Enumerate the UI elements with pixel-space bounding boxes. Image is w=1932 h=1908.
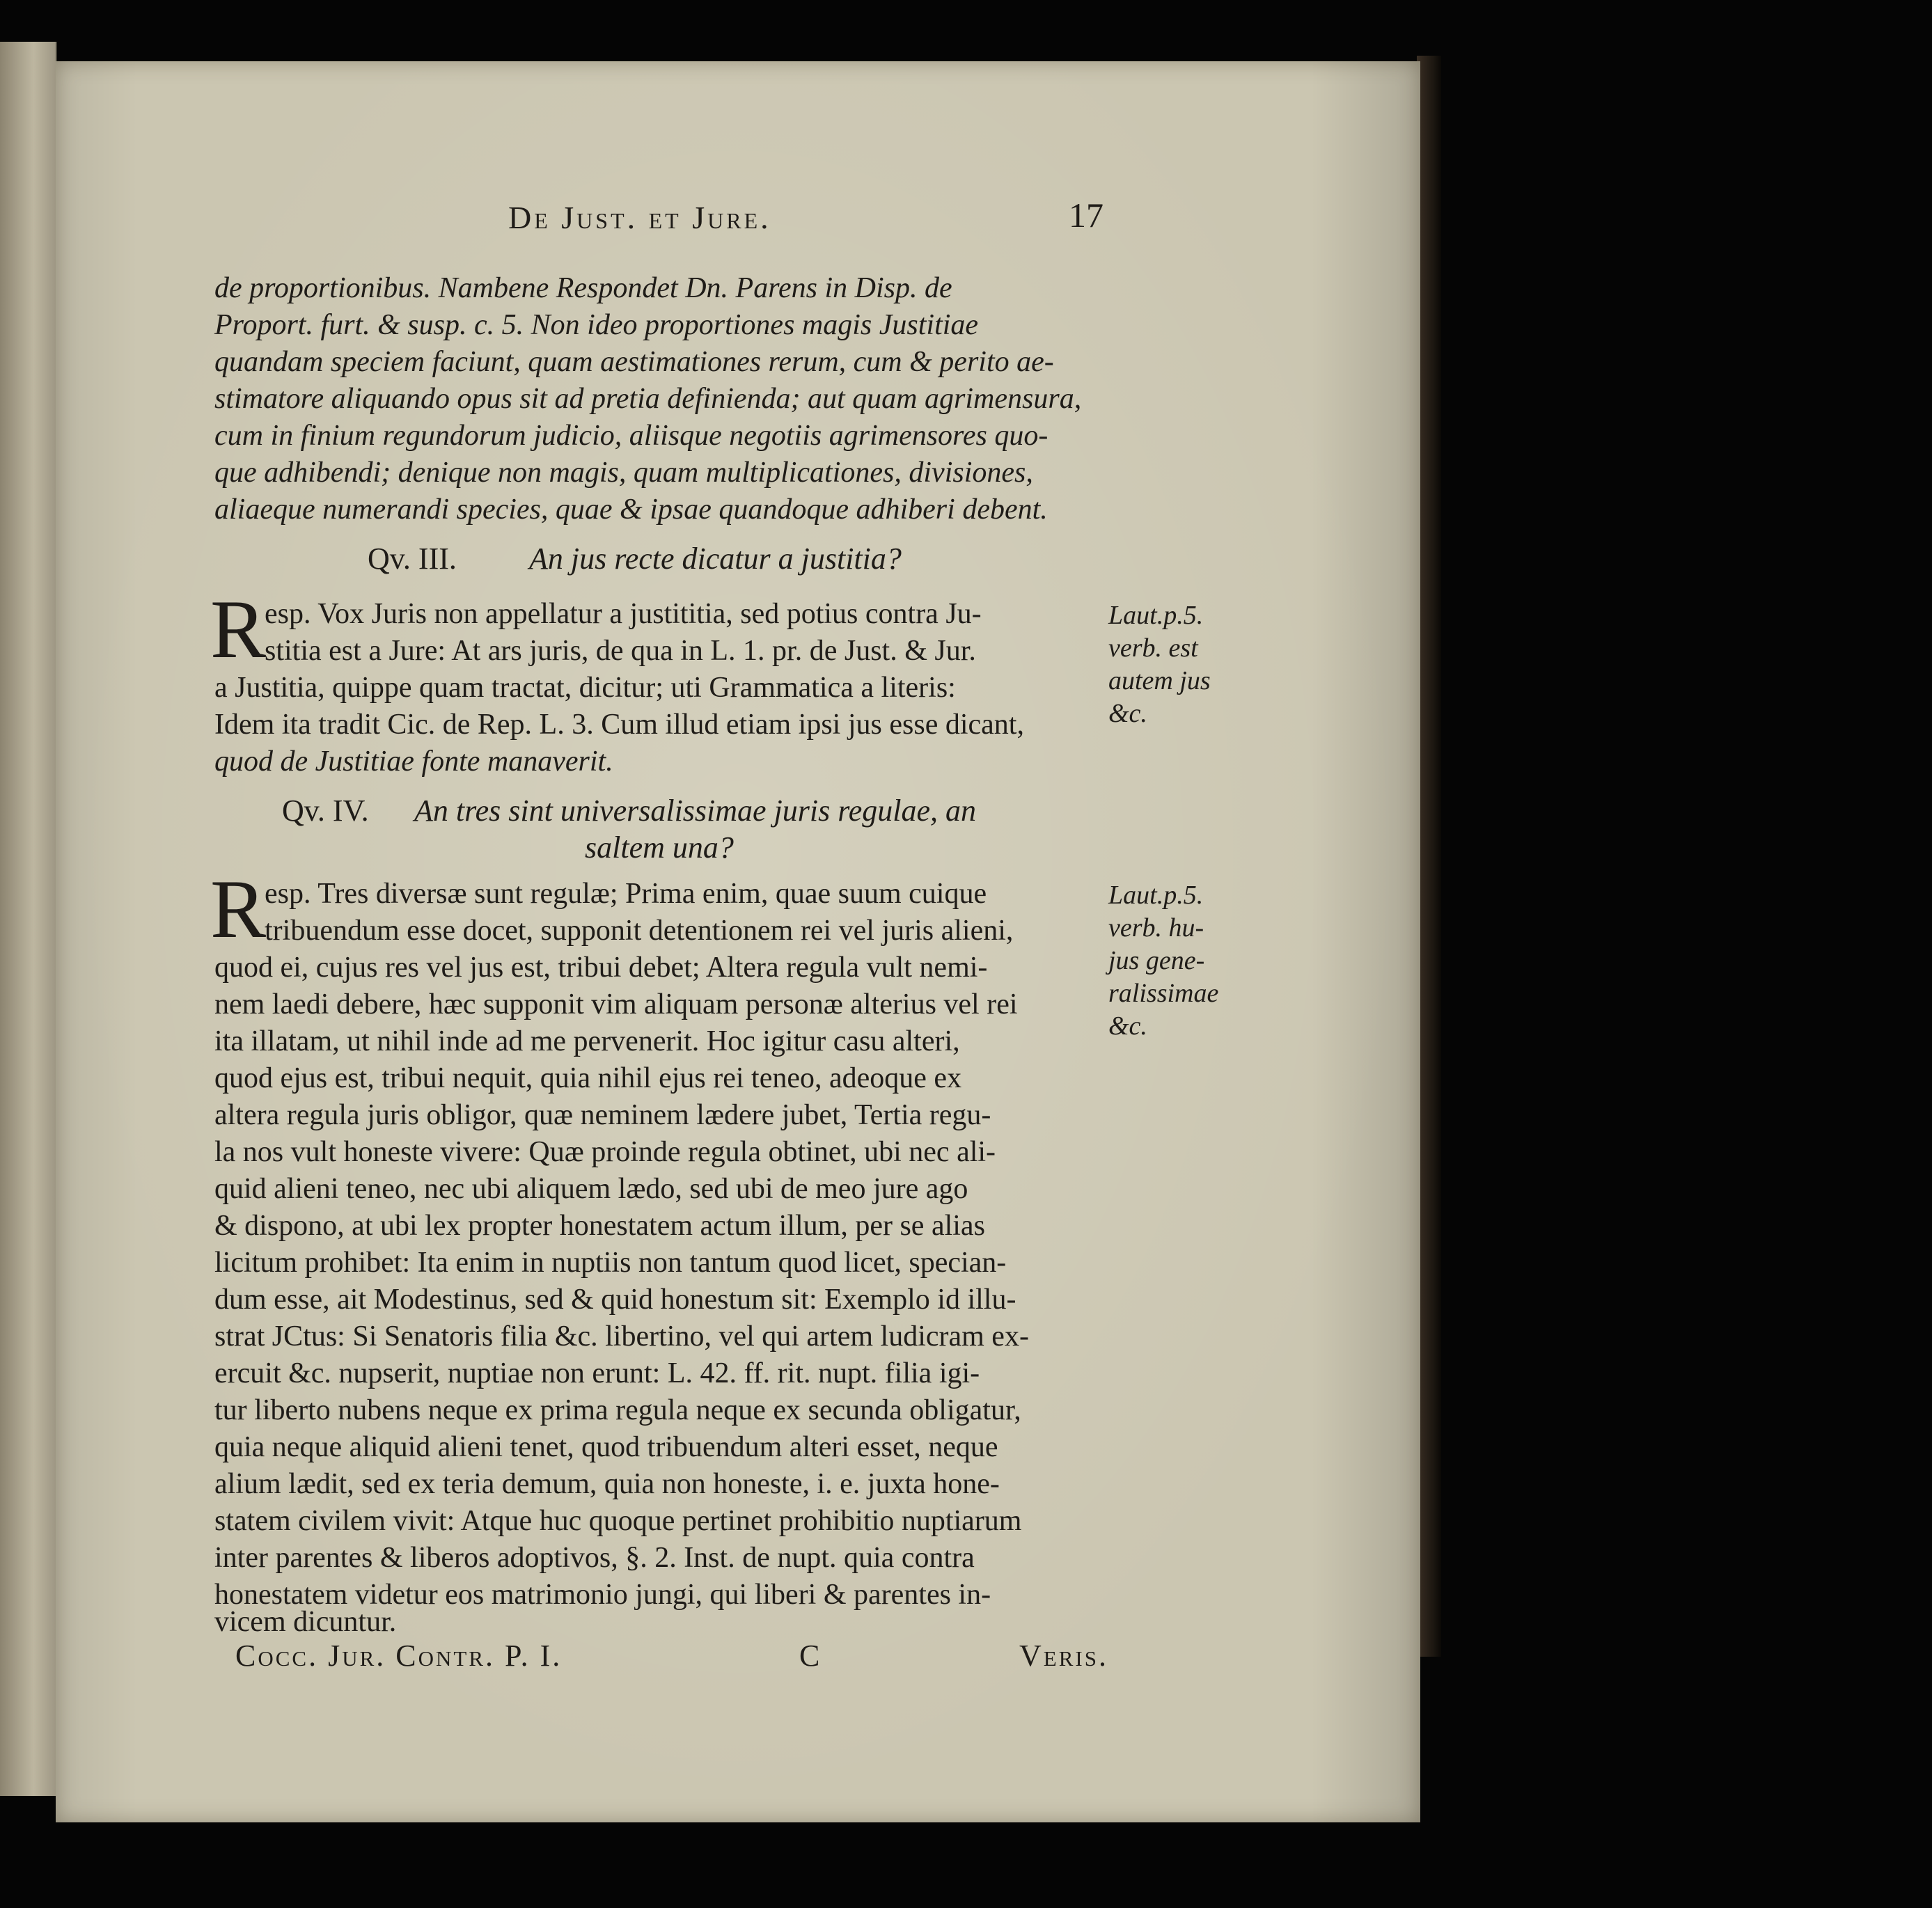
text-line: ercuit &c. nupserit, nuptiae non erunt: L. 42. ff. rit. nupt. filia igi- <box>214 1357 980 1389</box>
question-label: Qv. IV. <box>282 794 369 828</box>
question-heading: An jus recte dicatur a justitia? <box>529 542 902 576</box>
text-line: statem civilem vivit: Atque huc quoque pertinet prohibitio nuptiarum <box>214 1505 1022 1537</box>
text-line: quod de Justitiae fonte manaverit. <box>214 746 613 778</box>
margin-note-line: Laut.p.5. <box>1108 601 1204 630</box>
margin-note-line: jus gene- <box>1108 946 1205 975</box>
margin-note-line: verb. est <box>1108 633 1198 663</box>
text-line: nem laedi debere, hæc supponit vim aliquam personæ alterius vel rei <box>214 988 1018 1020</box>
text-line: dum esse, ait Modestinus, sed & quid honestum sit: Exemplo id illu- <box>214 1284 1016 1316</box>
question-heading: An tres sint universalissimae juris regulae, an <box>414 794 977 828</box>
text-line: quia neque aliquid alieni tenet, quod tribuendum alteri esset, neque <box>214 1431 998 1463</box>
text-line: a Justitia, quippe quam tractat, dicitur; uti Grammatica a literis: <box>214 672 956 704</box>
text-line: quid alieni teneo, nec ubi aliquem lædo, sed ubi de meo jure ago <box>214 1173 968 1205</box>
text-line: & dispono, at ubi lex propter honestatem actum illum, per se alias <box>214 1210 985 1242</box>
text-line: licitum prohibet: Ita enim in nuptiis non tantum quod licet, specian- <box>214 1247 1007 1279</box>
signature-line: Cocc. Jur. Contr. P. I. <box>235 1639 563 1673</box>
text-line: que adhibendi; denique non magis, quam multiplicationes, divisiones, <box>214 457 1033 489</box>
text-line: esp. Tres diversæ sunt regulæ; Prima enim, quae suum cuique <box>265 878 987 910</box>
text-line: Proport. furt. & susp. c. 5. Non ideo proportiones magis Justitiae <box>214 309 979 341</box>
text-line: tribuendum esse docet, supponit detentionem rei vel juris alieni, <box>265 915 1014 947</box>
text-line: cum in finium regundorum judicio, aliisque negotiis agrimensores quo- <box>214 420 1049 452</box>
text-line: la nos vult honeste vivere: Quæ proinde regula obtinet, ubi nec ali- <box>214 1136 996 1168</box>
margin-note-line: autem jus <box>1108 666 1211 695</box>
text-line: alium lædit, sed ex teria demum, quia non honeste, i. e. juxta hone- <box>214 1468 1000 1500</box>
question-label: Qv. III. <box>368 542 457 576</box>
text-line: de proportionibus. Nambene Respondet Dn. Parens in Disp. de <box>214 272 952 304</box>
margin-note-line: &c. <box>1108 1011 1147 1041</box>
text-line: quandam speciem faciunt, quam aestimationes rerum, cum & perito ae- <box>214 346 1054 378</box>
text-line: vicem dicuntur. <box>214 1606 397 1638</box>
margin-note-line: Laut.p.5. <box>1108 881 1204 910</box>
text-line: inter parentes & liberos adoptivos, §. 2. Inst. de nupt. quia contra <box>214 1542 975 1574</box>
text-line: esp. Vox Juris non appellatur a justititia, sed potius contra Ju- <box>265 598 982 630</box>
book-page <box>56 61 1420 1822</box>
facing-page-edge <box>0 42 57 1796</box>
text-line: honestatem videtur eos matrimonio jungi, qui liberi & parentes in- <box>214 1579 991 1611</box>
book-spine-edge <box>1417 56 1441 1657</box>
drop-cap: R <box>210 583 267 675</box>
text-line: stitia est a Jure: At ars juris, de qua in L. 1. pr. de Just. & Jur. <box>265 635 976 667</box>
catchword: Veris. <box>1019 1639 1108 1673</box>
text-line: ita illatam, ut nihil inde ad me pervenerit. Hoc igitur casu alteri, <box>214 1025 960 1057</box>
margin-note-line: ralissimae <box>1108 979 1219 1008</box>
signature-mark: C <box>799 1639 822 1673</box>
text-line: tur liberto nubens neque ex prima regula neque ex secunda obligatur, <box>214 1394 1021 1426</box>
text-line: strat JCtus: Si Senatoris filia &c. libertino, vel qui artem ludicram ex- <box>214 1320 1029 1353</box>
page-number: 17 <box>1069 196 1104 235</box>
margin-note-line: &c. <box>1108 699 1147 728</box>
running-header: De Just. et Jure. <box>508 200 771 235</box>
margin-note-line: verb. hu- <box>1108 913 1204 943</box>
text-line: aliaeque numerandi species, quae & ipsae quandoque adhiberi debent. <box>214 494 1048 526</box>
text-line: stimatore aliquando opus sit ad pretia definienda; aut quam agrimensura, <box>214 383 1082 415</box>
question-heading: saltem una? <box>585 830 734 865</box>
text-line: Idem ita tradit Cic. de Rep. L. 3. Cum illud etiam ipsi jus esse dicant, <box>214 709 1024 741</box>
drop-cap: R <box>210 862 267 955</box>
text-line: quod ei, cujus res vel jus est, tribui debet; Altera regula vult nemi- <box>214 952 988 984</box>
text-line: altera regula juris obligor, quæ neminem lædere jubet, Tertia regu- <box>214 1099 991 1131</box>
text-line: quod ejus est, tribui nequit, quia nihil ejus rei teneo, adeoque ex <box>214 1062 962 1094</box>
